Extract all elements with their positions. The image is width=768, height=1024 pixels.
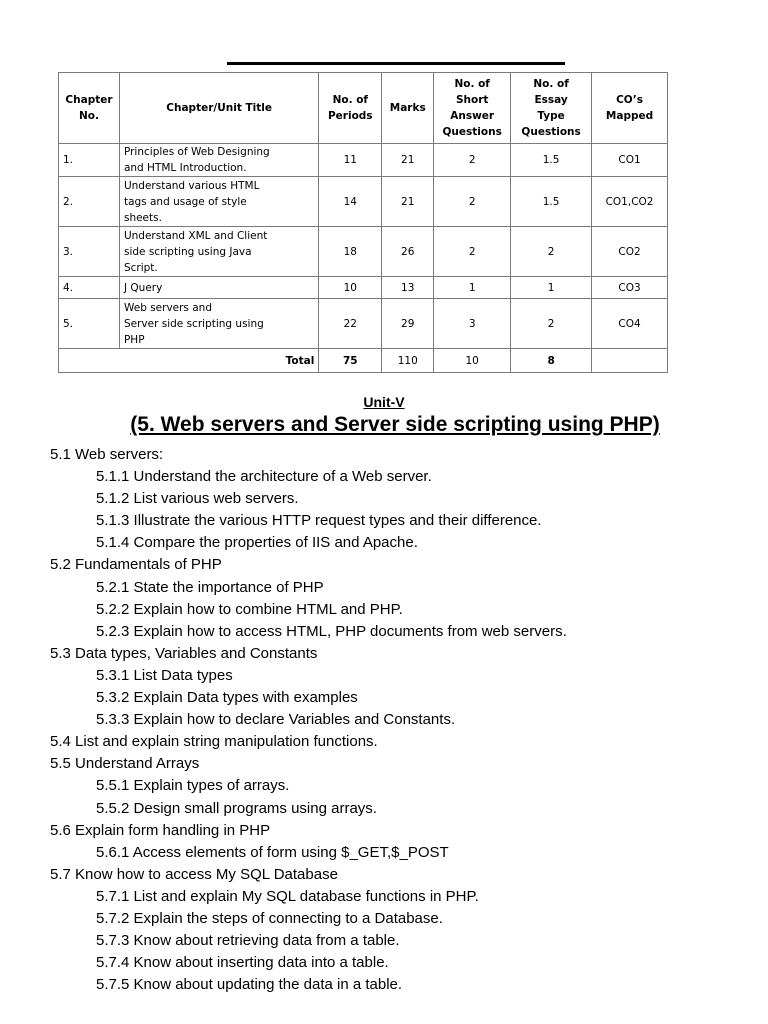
header-periods: No. of Periods xyxy=(319,73,382,144)
periods-cell: 22 xyxy=(319,299,382,349)
periods-cell: 10 xyxy=(319,277,382,299)
total-marks: 110 xyxy=(382,349,434,373)
co-mapped-cell: CO3 xyxy=(592,277,668,299)
total-essay: 8 xyxy=(511,349,592,373)
essay-cell: 1 xyxy=(511,277,592,299)
outline-subitem: 5.7.1 List and explain My SQL database functions in PHP. xyxy=(96,887,479,905)
outline-subitem: 5.2.1 State the importance of PHP xyxy=(96,578,324,596)
header-marks: Marks xyxy=(382,73,434,144)
co-mapped-cell: CO1,CO2 xyxy=(592,177,668,227)
co-mapped-cell: CO4 xyxy=(592,299,668,349)
table-row xyxy=(59,227,668,277)
top-rule xyxy=(227,62,565,65)
chapter-no-cell: 3. xyxy=(59,227,120,277)
syllabus-table xyxy=(58,72,668,373)
outline-section: 5.1 Web servers: xyxy=(50,446,164,463)
periods-cell: 18 xyxy=(319,227,382,277)
chapter-title-cell: Understand various HTML tags and usage of style sheets. xyxy=(119,177,318,227)
chapter-no-cell: 5. xyxy=(59,299,120,349)
marks-cell: 21 xyxy=(382,144,434,177)
total-periods: 75 xyxy=(319,349,382,373)
marks-cell: 21 xyxy=(382,177,434,227)
short-answer-cell: 1 xyxy=(434,277,511,299)
outline-subitem: 5.7.4 Know about inserting data into a table. xyxy=(96,954,389,972)
marks-cell: 29 xyxy=(382,299,434,349)
periods-cell: 14 xyxy=(319,177,382,227)
unit-title: (5. Web servers and Server side scripting using PHP) xyxy=(130,413,660,436)
essay-cell: 2 xyxy=(511,299,592,349)
outline-subitem: 5.5.1 Explain types of arrays. xyxy=(96,777,290,795)
chapter-title-cell: J Query xyxy=(119,277,318,299)
outline-subitem: 5.7.3 Know about retrieving data from a table. xyxy=(96,932,400,950)
periods-cell: 11 xyxy=(319,144,382,177)
outline-section: 5.6 Explain form handling in PHP xyxy=(50,821,271,839)
co-mapped-cell: CO1 xyxy=(592,144,668,177)
total-row xyxy=(59,349,668,373)
outline-subitem: 5.1.2 List various web servers. xyxy=(96,490,299,508)
total-short-answer: 10 xyxy=(434,349,511,373)
marks-cell: 13 xyxy=(382,277,434,299)
table-row xyxy=(59,299,668,349)
header-short-answer: No. of Short Answer Questions xyxy=(434,73,511,144)
unit-label: Unit-V xyxy=(363,394,405,410)
outline-subitem: 5.1.4 Compare the properties of IIS and Apache. xyxy=(96,534,418,552)
outline-subitem: 5.2.3 Explain how to access HTML, PHP documents from web servers. xyxy=(96,622,567,640)
outline-subitem: 5.1.1 Understand the architecture of a Web server. xyxy=(96,468,432,486)
outline-section: 5.7 Know how to access My SQL Database xyxy=(50,865,338,883)
header-essay: No. of Essay Type Questions xyxy=(511,73,592,144)
table-row xyxy=(59,177,668,227)
total-co xyxy=(592,349,668,373)
chapter-no-cell: 4. xyxy=(59,277,120,299)
outline-subitem: 5.7.5 Know about updating the data in a table. xyxy=(96,976,403,994)
header-row xyxy=(59,73,668,144)
essay-cell: 1.5 xyxy=(511,144,592,177)
table-row xyxy=(59,277,668,299)
outline-subitem: 5.3.2 Explain Data types with examples xyxy=(96,689,358,707)
chapter-no-cell: 1. xyxy=(59,144,120,177)
outline-subitem: 5.5.2 Design small programs using arrays. xyxy=(96,799,377,817)
outline-subitem: 5.3.3 Explain how to declare Variables and Constants. xyxy=(96,711,456,729)
short-answer-cell: 3 xyxy=(434,299,511,349)
outline-section: 5.3 Data types, Variables and Constants xyxy=(50,644,318,662)
header-chapter-no: Chapter No. xyxy=(59,73,120,144)
short-answer-cell: 2 xyxy=(434,144,511,177)
header-title: Chapter/Unit Title xyxy=(119,73,318,144)
essay-cell: 2 xyxy=(511,227,592,277)
outline-subitem: 5.2.2 Explain how to combine HTML and PHP. xyxy=(96,600,403,618)
outline-section: 5.5 Understand Arrays xyxy=(50,755,200,773)
outline-section: 5.4 List and explain string manipulation functions. xyxy=(50,733,378,751)
short-answer-cell: 2 xyxy=(434,227,511,277)
outline-subitem: 5.1.3 Illustrate the various HTTP request types and their difference. xyxy=(96,512,542,530)
outline-subitem: 5.3.1 List Data types xyxy=(96,666,233,684)
table-row xyxy=(59,144,668,177)
header-cos-mapped: CO’s Mapped xyxy=(592,73,668,144)
chapter-title-cell: Principles of Web Designing and HTML Introduction. xyxy=(119,144,318,177)
essay-cell: 1.5 xyxy=(511,177,592,227)
outline-subitem: 5.7.2 Explain the steps of connecting to a Database. xyxy=(96,909,443,927)
chapter-title-cell: Understand XML and Client side scripting using Java Script. xyxy=(119,227,318,277)
topic-outline xyxy=(50,444,750,996)
total-label: Total xyxy=(59,349,319,373)
short-answer-cell: 2 xyxy=(434,177,511,227)
chapter-title-cell: Web servers and Server side scripting using PHP xyxy=(119,299,318,349)
chapter-no-cell: 2. xyxy=(59,177,120,227)
marks-cell: 26 xyxy=(382,227,434,277)
co-mapped-cell: CO2 xyxy=(592,227,668,277)
outline-section: 5.2 Fundamentals of PHP xyxy=(50,556,222,574)
outline-subitem: 5.6.1 Access elements of form using $_GET,$_POST xyxy=(96,843,449,861)
